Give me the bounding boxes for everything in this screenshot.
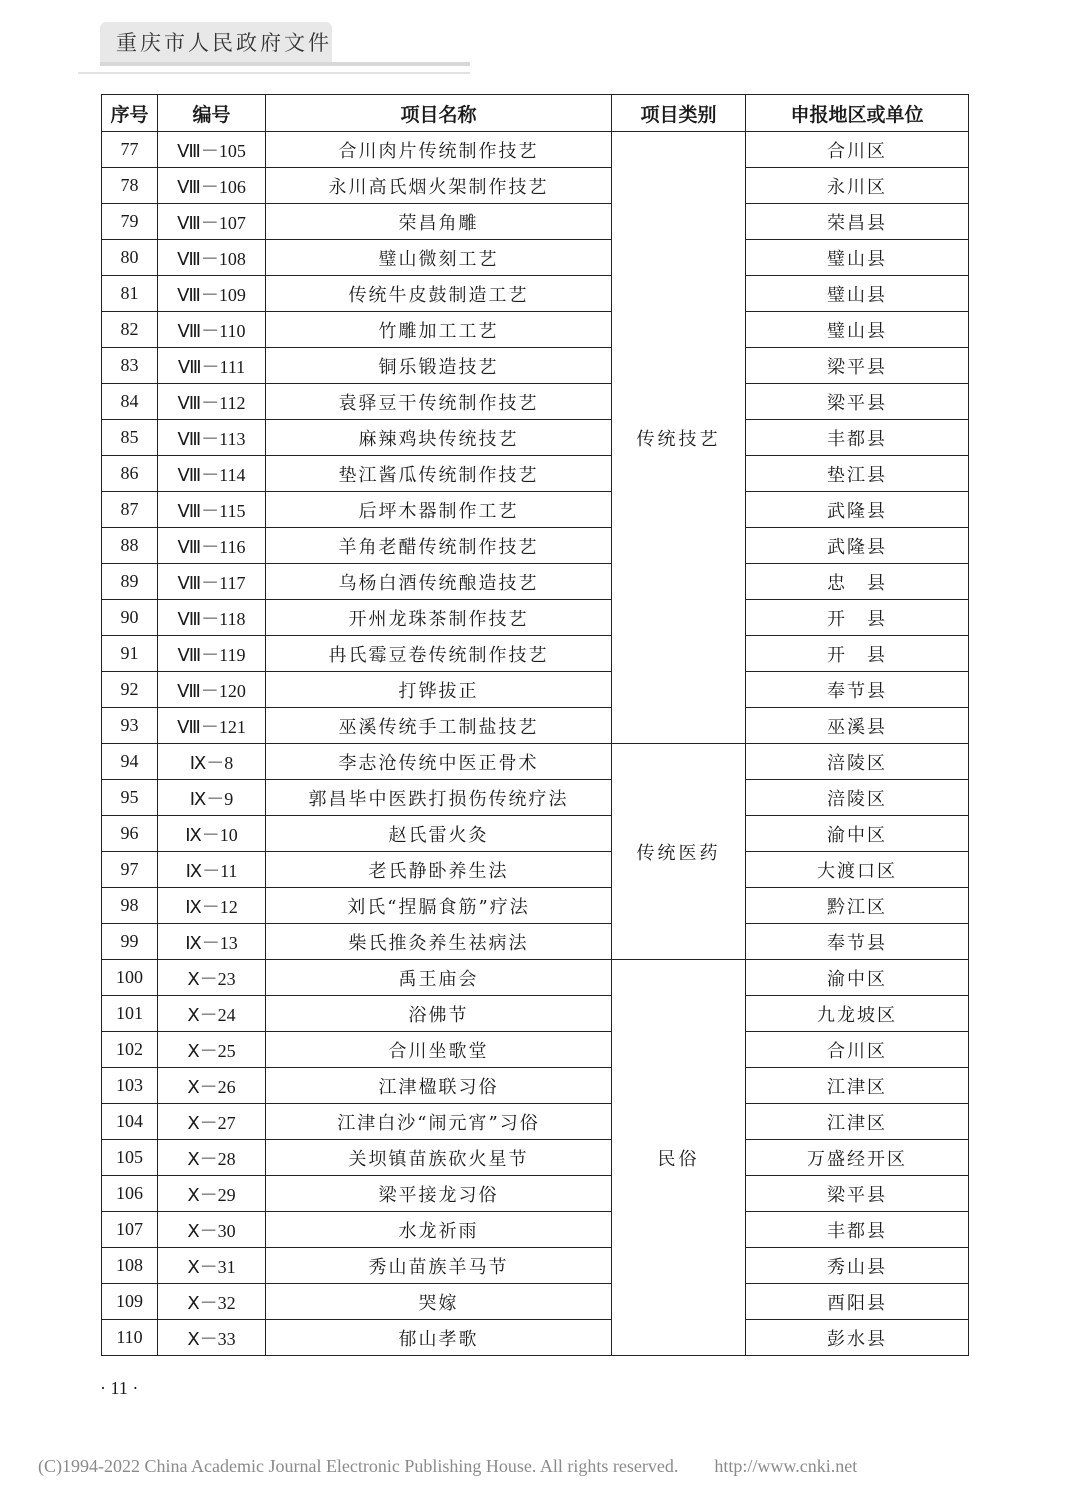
row-seq-cell: 97 — [102, 852, 158, 888]
row-seq-cell: 107 — [102, 1212, 158, 1248]
row-project-name-cell: 传统牛皮鼓制造工艺 — [266, 276, 612, 312]
row-code-cell: Ⅷ－107 — [158, 204, 266, 240]
table-row — [102, 888, 969, 924]
row-code-cell: Ⅸ－12 — [158, 888, 266, 924]
row-region-cell: 彭水县 — [746, 1320, 969, 1356]
row-region-cell: 梁平县 — [746, 1176, 969, 1212]
row-region-cell: 江津区 — [746, 1104, 969, 1140]
row-region-cell: 合川区 — [746, 132, 969, 168]
row-project-name-cell: 璧山微刻工艺 — [266, 240, 612, 276]
row-region-cell: 巫溪县 — [746, 708, 969, 744]
row-region-cell: 开 县 — [746, 600, 969, 636]
row-code-cell: Ⅷ－119 — [158, 636, 266, 672]
row-seq-cell: 98 — [102, 888, 158, 924]
row-project-name-cell: 开州龙珠茶制作技艺 — [266, 600, 612, 636]
row-project-name-cell: 后坪木器制作工艺 — [266, 492, 612, 528]
table-row — [102, 312, 969, 348]
column-header-code: 编号 — [158, 95, 266, 132]
row-seq-cell: 90 — [102, 600, 158, 636]
row-code-cell: Ⅷ－118 — [158, 600, 266, 636]
row-code-cell: Ⅹ－23 — [158, 960, 266, 996]
row-region-cell: 秀山县 — [746, 1248, 969, 1284]
row-project-name-cell: 禹王庙会 — [266, 960, 612, 996]
row-region-cell: 万盛经开区 — [746, 1140, 969, 1176]
table-row — [102, 240, 969, 276]
row-project-name-cell: 垫江酱瓜传统制作技艺 — [266, 456, 612, 492]
row-region-cell: 酉阳县 — [746, 1284, 969, 1320]
row-project-name-cell: 哭嫁 — [266, 1284, 612, 1320]
table-row — [102, 1320, 969, 1356]
row-code-cell: Ⅸ－9 — [158, 780, 266, 816]
column-header-name: 项目名称 — [266, 95, 612, 132]
row-region-cell: 璧山县 — [746, 312, 969, 348]
row-project-name-cell: 关坝镇苗族砍火星节 — [266, 1140, 612, 1176]
row-code-cell: Ⅹ－32 — [158, 1284, 266, 1320]
row-seq-cell: 88 — [102, 528, 158, 564]
row-code-cell: Ⅹ－33 — [158, 1320, 266, 1356]
row-code-cell: Ⅸ－10 — [158, 816, 266, 852]
row-seq-cell: 78 — [102, 168, 158, 204]
row-project-name-cell: 浴佛节 — [266, 996, 612, 1032]
row-project-name-cell: 冉氏霉豆卷传统制作技艺 — [266, 636, 612, 672]
row-seq-cell: 104 — [102, 1104, 158, 1140]
row-region-cell: 武隆县 — [746, 528, 969, 564]
table-row — [102, 132, 969, 168]
row-code-cell: Ⅹ－27 — [158, 1104, 266, 1140]
row-category-cell: 传统医药 — [612, 744, 746, 960]
row-region-cell: 梁平县 — [746, 384, 969, 420]
row-region-cell: 九龙坡区 — [746, 996, 969, 1032]
row-project-name-cell: 李志沧传统中医正骨术 — [266, 744, 612, 780]
row-seq-cell: 82 — [102, 312, 158, 348]
row-project-name-cell: 赵氏雷火灸 — [266, 816, 612, 852]
row-seq-cell: 92 — [102, 672, 158, 708]
row-code-cell: Ⅸ－11 — [158, 852, 266, 888]
table-row — [102, 672, 969, 708]
row-project-name-cell: 老氏静卧养生法 — [266, 852, 612, 888]
table-row — [102, 780, 969, 816]
row-seq-cell: 109 — [102, 1284, 158, 1320]
row-seq-cell: 93 — [102, 708, 158, 744]
row-code-cell: Ⅹ－31 — [158, 1248, 266, 1284]
table-row — [102, 636, 969, 672]
table-row — [102, 1284, 969, 1320]
table-row — [102, 168, 969, 204]
row-region-cell: 璧山县 — [746, 276, 969, 312]
table-row — [102, 276, 969, 312]
table-row — [102, 1248, 969, 1284]
row-code-cell: Ⅸ－8 — [158, 744, 266, 780]
column-header-category: 项目类别 — [612, 95, 746, 132]
row-code-cell: Ⅹ－28 — [158, 1140, 266, 1176]
table-row — [102, 1140, 969, 1176]
copyright-notice: (C)1994-2022 China Academic Journal Electronic Publishing House. All rights reserved. http://www.cnki.net — [38, 1456, 858, 1476]
table-row — [102, 708, 969, 744]
row-code-cell: Ⅷ－108 — [158, 240, 266, 276]
row-seq-cell: 81 — [102, 276, 158, 312]
document-header-title: 重庆市人民政府文件 — [100, 22, 332, 62]
table-row — [102, 852, 969, 888]
row-seq-cell: 99 — [102, 924, 158, 960]
table-header-row — [102, 95, 969, 132]
row-code-cell: Ⅷ－120 — [158, 672, 266, 708]
row-seq-cell: 94 — [102, 744, 158, 780]
table-row — [102, 456, 969, 492]
row-region-cell: 丰都县 — [746, 420, 969, 456]
column-header-seq: 序号 — [102, 95, 158, 132]
row-region-cell: 开 县 — [746, 636, 969, 672]
row-project-name-cell: 巫溪传统手工制盐技艺 — [266, 708, 612, 744]
row-seq-cell: 91 — [102, 636, 158, 672]
row-project-name-cell: 水龙祈雨 — [266, 1212, 612, 1248]
table-row — [102, 420, 969, 456]
row-code-cell: Ⅹ－30 — [158, 1212, 266, 1248]
row-project-name-cell: 江津白沙“闹元宵”习俗 — [266, 1104, 612, 1140]
row-category-cell: 传统技艺 — [612, 132, 746, 744]
row-region-cell: 丰都县 — [746, 1212, 969, 1248]
row-seq-cell: 83 — [102, 348, 158, 384]
row-project-name-cell: 乌杨白酒传统酿造技艺 — [266, 564, 612, 600]
row-project-name-cell: 郭昌毕中医跌打损伤传统疗法 — [266, 780, 612, 816]
table-row — [102, 204, 969, 240]
column-header-region: 申报地区或单位 — [746, 95, 969, 132]
row-seq-cell: 106 — [102, 1176, 158, 1212]
row-seq-cell: 85 — [102, 420, 158, 456]
row-code-cell: Ⅷ－116 — [158, 528, 266, 564]
row-code-cell: Ⅷ－117 — [158, 564, 266, 600]
row-seq-cell: 79 — [102, 204, 158, 240]
row-code-cell: Ⅷ－113 — [158, 420, 266, 456]
row-seq-cell: 77 — [102, 132, 158, 168]
header-rule-secondary — [78, 72, 470, 74]
row-region-cell: 江津区 — [746, 1068, 969, 1104]
row-region-cell: 涪陵区 — [746, 780, 969, 816]
row-code-cell: Ⅷ－111 — [158, 348, 266, 384]
row-seq-cell: 89 — [102, 564, 158, 600]
row-code-cell: Ⅷ－105 — [158, 132, 266, 168]
row-seq-cell: 95 — [102, 780, 158, 816]
row-project-name-cell: 江津楹联习俗 — [266, 1068, 612, 1104]
table-row — [102, 744, 969, 780]
row-code-cell: Ⅷ－114 — [158, 456, 266, 492]
row-seq-cell: 101 — [102, 996, 158, 1032]
row-region-cell: 涪陵区 — [746, 744, 969, 780]
table-row — [102, 564, 969, 600]
row-code-cell: Ⅹ－25 — [158, 1032, 266, 1068]
row-seq-cell: 103 — [102, 1068, 158, 1104]
table-row — [102, 1176, 969, 1212]
row-project-name-cell: 麻辣鸡块传统技艺 — [266, 420, 612, 456]
row-region-cell: 武隆县 — [746, 492, 969, 528]
row-region-cell: 奉节县 — [746, 924, 969, 960]
table-row — [102, 348, 969, 384]
row-region-cell: 渝中区 — [746, 960, 969, 996]
row-seq-cell: 108 — [102, 1248, 158, 1284]
row-project-name-cell: 合川坐歌堂 — [266, 1032, 612, 1068]
row-region-cell: 荣昌县 — [746, 204, 969, 240]
row-seq-cell: 105 — [102, 1140, 158, 1176]
row-project-name-cell: 打铧拔正 — [266, 672, 612, 708]
row-region-cell: 奉节县 — [746, 672, 969, 708]
table-row — [102, 960, 969, 996]
row-project-name-cell: 铜乐锻造技艺 — [266, 348, 612, 384]
table-row — [102, 996, 969, 1032]
row-project-name-cell: 羊角老醋传统制作技艺 — [266, 528, 612, 564]
row-region-cell: 永川区 — [746, 168, 969, 204]
row-project-name-cell: 竹雕加工工艺 — [266, 312, 612, 348]
row-category-cell: 民俗 — [612, 960, 746, 1356]
row-region-cell: 黔江区 — [746, 888, 969, 924]
row-code-cell: Ⅷ－115 — [158, 492, 266, 528]
row-region-cell: 合川区 — [746, 1032, 969, 1068]
row-seq-cell: 84 — [102, 384, 158, 420]
table-row — [102, 528, 969, 564]
row-region-cell: 梁平县 — [746, 348, 969, 384]
row-region-cell: 璧山县 — [746, 240, 969, 276]
table-row — [102, 384, 969, 420]
table-row — [102, 492, 969, 528]
table-row — [102, 600, 969, 636]
row-region-cell: 渝中区 — [746, 816, 969, 852]
table-row — [102, 1068, 969, 1104]
table-row — [102, 1212, 969, 1248]
header-rule — [100, 62, 470, 66]
row-code-cell: Ⅹ－29 — [158, 1176, 266, 1212]
table-row — [102, 1032, 969, 1068]
row-seq-cell: 110 — [102, 1320, 158, 1356]
row-project-name-cell: 袁驿豆干传统制作技艺 — [266, 384, 612, 420]
row-project-name-cell: 荣昌角雕 — [266, 204, 612, 240]
row-project-name-cell: 梁平接龙习俗 — [266, 1176, 612, 1212]
row-project-name-cell: 郁山孝歌 — [266, 1320, 612, 1356]
row-project-name-cell: 秀山苗族羊马节 — [266, 1248, 612, 1284]
table-row — [102, 816, 969, 852]
row-seq-cell: 100 — [102, 960, 158, 996]
row-code-cell: Ⅷ－106 — [158, 168, 266, 204]
heritage-project-table — [101, 94, 969, 1356]
row-code-cell: Ⅷ－110 — [158, 312, 266, 348]
row-region-cell: 垫江县 — [746, 456, 969, 492]
row-project-name-cell: 永川高氏烟火架制作技艺 — [266, 168, 612, 204]
row-project-name-cell: 柴氏推灸养生祛病法 — [266, 924, 612, 960]
row-seq-cell: 102 — [102, 1032, 158, 1068]
row-code-cell: Ⅸ－13 — [158, 924, 266, 960]
row-code-cell: Ⅹ－24 — [158, 996, 266, 1032]
row-code-cell: Ⅷ－109 — [158, 276, 266, 312]
row-project-name-cell: 刘氏“捏膈食筋”疗法 — [266, 888, 612, 924]
page-number: · 11 · — [100, 1378, 139, 1398]
row-region-cell: 大渡口区 — [746, 852, 969, 888]
row-region-cell: 忠 县 — [746, 564, 969, 600]
row-seq-cell: 80 — [102, 240, 158, 276]
row-seq-cell: 96 — [102, 816, 158, 852]
table-row — [102, 924, 969, 960]
row-code-cell: Ⅹ－26 — [158, 1068, 266, 1104]
row-code-cell: Ⅷ－121 — [158, 708, 266, 744]
row-seq-cell: 87 — [102, 492, 158, 528]
row-code-cell: Ⅷ－112 — [158, 384, 266, 420]
row-seq-cell: 86 — [102, 456, 158, 492]
table-row — [102, 1104, 969, 1140]
row-project-name-cell: 合川肉片传统制作技艺 — [266, 132, 612, 168]
